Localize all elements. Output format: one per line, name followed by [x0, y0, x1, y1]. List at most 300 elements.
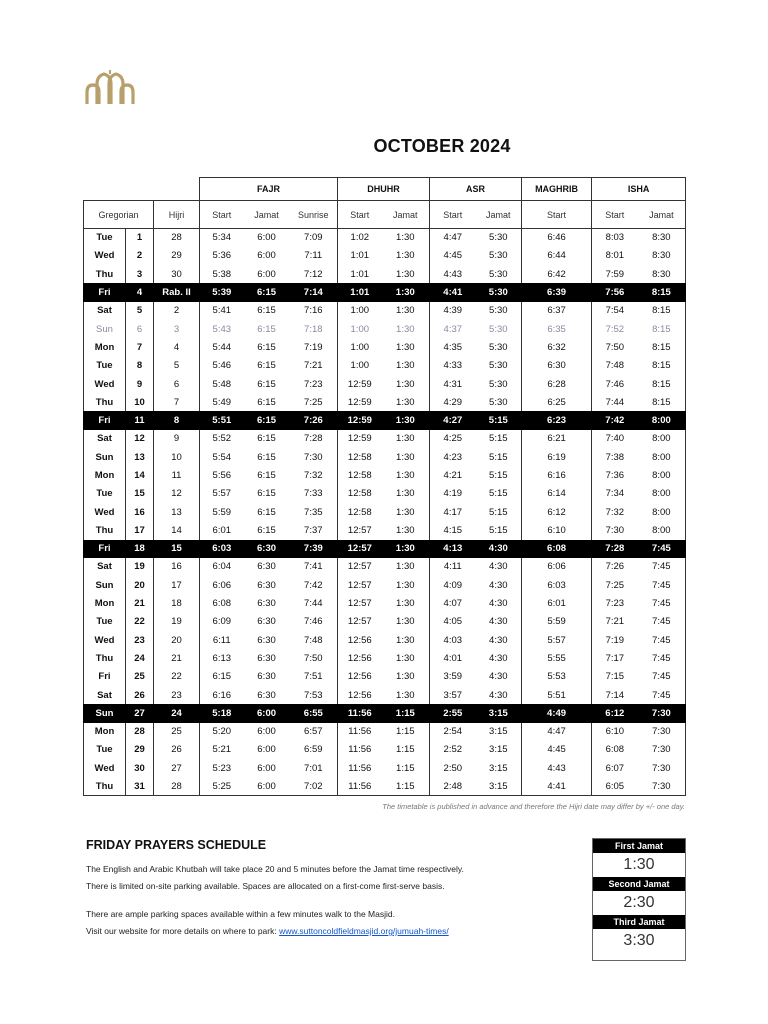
isha-jamat-cell: 8:00 — [638, 485, 686, 503]
fajr-jamat-cell: 6:15 — [257, 341, 276, 353]
isha-start-cell: 6:08 — [592, 741, 638, 759]
sunrise-cell: 7:12 — [304, 268, 323, 280]
asr-start-cell: 2:55 — [430, 704, 476, 722]
isha-jamat-cell: 8:15 — [638, 320, 686, 338]
table-row — [84, 448, 686, 466]
date-cell: 2 — [126, 247, 154, 265]
hijri-cell: 12 — [154, 485, 200, 503]
friday-jamat-times — [592, 838, 686, 961]
third-jamat-time: 3:30 — [623, 932, 655, 949]
dhuhr-start-cell: 12:56 — [338, 668, 382, 686]
asr-start-cell: 4:35 — [430, 338, 476, 356]
maghrib-cell: 5:59 — [522, 613, 592, 631]
dhuhr-jamat-cell: 1:15 — [382, 704, 430, 722]
fajr-jamat-cell: 6:15 — [257, 323, 276, 335]
table-row — [84, 357, 686, 375]
day-cell: Sun — [84, 320, 126, 338]
fajr-start-cell: 6:03 — [200, 540, 244, 558]
sunrise-cell: 7:26 — [290, 411, 338, 429]
dhuhr-start-cell: 1:00 — [338, 338, 382, 356]
maghrib-cell: 4:43 — [522, 759, 592, 777]
date-cell: 28 — [126, 723, 154, 741]
dhuhr-jamat-cell: 1:30 — [396, 250, 415, 262]
date-cell: 16 — [126, 503, 154, 521]
isha-jamat-cell: 7:45 — [638, 594, 686, 612]
maghrib-cell: 4:49 — [522, 704, 592, 722]
fajr-start-cell: 5:59 — [200, 503, 244, 521]
dhuhr-start-cell: 12:56 — [338, 631, 382, 649]
date-cell: 17 — [126, 521, 154, 539]
friday-schedule-title: FRIDAY PRAYERS SCHEDULE — [86, 838, 267, 852]
day-cell: Mon — [84, 594, 126, 612]
isha-jamat-cell: 8:00 — [638, 430, 686, 448]
fajr-jamat-cell: 6:15 — [257, 396, 276, 408]
fajr-jamat-cell: 6:30 — [257, 634, 276, 646]
dhuhr-start-cell: 1:00 — [338, 320, 382, 338]
table-row — [84, 229, 686, 247]
asr-jamat-cell: 5:30 — [489, 305, 508, 317]
maghrib-cell: 6:10 — [522, 521, 592, 539]
hijri-cell: 8 — [154, 411, 200, 429]
maghrib-cell: 6:30 — [522, 357, 592, 375]
maghrib-cell: 4:47 — [522, 723, 592, 741]
dhuhr-jamat-cell: 1:30 — [382, 411, 430, 429]
asr-start-cell: 4:21 — [430, 466, 476, 484]
dhuhr-start-cell: 12:56 — [338, 649, 382, 667]
day-cell: Tue — [84, 613, 126, 631]
table-row — [84, 594, 686, 612]
khutbah-info: The English and Arabic Khutbah will take place 20 and 5 minutes before the Jamat time respectively. — [86, 864, 464, 874]
asr-start-cell: 4:39 — [430, 302, 476, 320]
table-row — [84, 540, 686, 558]
sunrise-cell: 7:01 — [304, 762, 323, 774]
dhuhr-jamat-cell: 1:15 — [396, 744, 415, 756]
sunrise-cell: 7:33 — [304, 488, 323, 500]
date-cell: 10 — [126, 393, 154, 411]
asr-start-cell: 4:13 — [430, 540, 476, 558]
isha-start-cell: 7:40 — [592, 430, 638, 448]
sunrise-cell: 7:09 — [304, 232, 323, 244]
asr-jamat-cell: 5:15 — [489, 524, 508, 536]
sunrise-cell: 7:41 — [304, 561, 323, 573]
asr-jamat-cell: 5:30 — [489, 232, 508, 244]
dhuhr-start-cell: 12:57 — [338, 540, 382, 558]
date-cell: 25 — [126, 668, 154, 686]
hijri-cell: 30 — [154, 265, 200, 283]
fajr-jamat-cell: 6:30 — [257, 579, 276, 591]
table-row — [84, 375, 686, 393]
hijri-cell: 7 — [154, 393, 200, 411]
prayer-header-maghrib: MAGHRIB — [522, 178, 592, 201]
subheader-isha-start: Start — [592, 201, 638, 229]
dhuhr-start-cell: 12:57 — [338, 521, 382, 539]
hijri-cell: 19 — [154, 613, 200, 631]
maghrib-cell: 6:44 — [522, 247, 592, 265]
dhuhr-start-cell: 12:58 — [338, 448, 382, 466]
dhuhr-start-cell: 12:59 — [338, 375, 382, 393]
hijri-cell: 4 — [154, 338, 200, 356]
asr-jamat-cell: 5:15 — [489, 433, 508, 445]
table-row — [84, 338, 686, 356]
hijri-cell: 15 — [154, 540, 200, 558]
isha-start-cell: 8:03 — [592, 229, 638, 247]
isha-start-cell: 7:36 — [592, 466, 638, 484]
hijri-cell: 13 — [154, 503, 200, 521]
hijri-cell: 10 — [154, 448, 200, 466]
dhuhr-start-cell: 11:56 — [338, 741, 382, 759]
isha-jamat-cell: 8:30 — [638, 247, 686, 265]
prayer-header-asr: ASR — [430, 178, 522, 201]
isha-start-cell: 7:46 — [592, 375, 638, 393]
table-row — [84, 466, 686, 484]
hijri-cell: 3 — [154, 320, 200, 338]
isha-jamat-cell: 7:30 — [638, 777, 686, 795]
dhuhr-jamat-cell: 1:30 — [396, 305, 415, 317]
dhuhr-jamat-cell: 1:30 — [396, 232, 415, 244]
hijri-cell: 16 — [154, 558, 200, 576]
subheader-asr-jamat: Jamat — [476, 201, 522, 229]
fajr-start-cell: 5:20 — [200, 723, 244, 741]
subheader-hijri: Hijri — [154, 201, 200, 229]
asr-jamat-cell: 3:15 — [476, 704, 522, 722]
maghrib-cell: 4:41 — [522, 777, 592, 795]
asr-jamat-cell: 3:15 — [489, 744, 508, 756]
sunrise-cell: 7:25 — [304, 396, 323, 408]
isha-start-cell: 7:19 — [592, 631, 638, 649]
fajr-start-cell: 5:43 — [200, 320, 244, 338]
fajr-jamat-cell: 6:15 — [257, 360, 276, 372]
date-cell: 19 — [126, 558, 154, 576]
asr-start-cell: 3:57 — [430, 686, 476, 704]
maghrib-cell: 6:35 — [522, 320, 592, 338]
maghrib-cell: 5:53 — [522, 668, 592, 686]
sunrise-cell: 7:28 — [304, 433, 323, 445]
parking-info: There is limited on-site parking available. Spaces are allocated on a first-come first-serve basis. — [86, 881, 445, 891]
isha-jamat-cell: 8:00 — [638, 466, 686, 484]
day-cell: Sun — [84, 576, 126, 594]
jumuah-times-link[interactable]: www.suttoncoldfieldmasjid.org/jumuah-times/ — [279, 926, 449, 936]
dhuhr-start-cell: 12:57 — [338, 613, 382, 631]
date-cell: 21 — [126, 594, 154, 612]
asr-jamat-cell: 5:15 — [489, 451, 508, 463]
fajr-start-cell: 6:16 — [200, 686, 244, 704]
asr-start-cell: 4:09 — [430, 576, 476, 594]
isha-jamat-cell: 8:15 — [638, 393, 686, 411]
dhuhr-jamat-cell: 1:30 — [396, 524, 415, 536]
sunrise-cell: 7:50 — [304, 652, 323, 664]
day-cell: Tue — [84, 741, 126, 759]
date-cell: 26 — [126, 686, 154, 704]
fajr-start-cell: 5:23 — [200, 759, 244, 777]
fajr-jamat-cell: 6:30 — [257, 598, 276, 610]
asr-jamat-cell: 4:30 — [489, 616, 508, 628]
day-cell: Wed — [84, 503, 126, 521]
first-jamat-time: 1:30 — [623, 856, 655, 873]
day-cell: Sun — [84, 448, 126, 466]
isha-start-cell: 7:42 — [592, 411, 638, 429]
hijri-cell: 17 — [154, 576, 200, 594]
asr-jamat-cell: 5:15 — [489, 470, 508, 481]
date-cell: 24 — [126, 649, 154, 667]
day-cell: Wed — [84, 375, 126, 393]
sunrise-cell: 7:16 — [304, 305, 323, 317]
asr-jamat-cell: 4:30 — [489, 579, 508, 591]
fajr-jamat-cell: 6:15 — [257, 305, 276, 317]
day-cell: Sat — [84, 302, 126, 320]
day-cell: Wed — [84, 759, 126, 777]
asr-start-cell: 4:33 — [430, 357, 476, 375]
hijri-cell: 24 — [154, 704, 200, 722]
isha-start-cell: 7:34 — [592, 485, 638, 503]
fajr-start-cell: 5:36 — [200, 247, 244, 265]
date-cell: 29 — [126, 741, 154, 759]
fajr-start-cell: 6:13 — [200, 649, 244, 667]
sunrise-cell: 7:51 — [304, 671, 323, 683]
asr-start-cell: 4:27 — [430, 411, 476, 429]
date-cell: 6 — [126, 320, 154, 338]
prayer-timetable — [83, 177, 686, 796]
table-row — [84, 320, 686, 338]
asr-start-cell: 2:48 — [430, 777, 476, 795]
hijri-footnote: The timetable is published in advance and therefore the Hijri date may differ by +/- one day. — [382, 802, 685, 811]
asr-start-cell: 4:41 — [430, 283, 476, 301]
maghrib-cell: 6:12 — [522, 503, 592, 521]
subheader-sunrise: Sunrise — [290, 201, 338, 229]
fajr-jamat-cell: 6:30 — [257, 689, 276, 701]
dhuhr-start-cell: 12:58 — [338, 466, 382, 484]
isha-jamat-cell: 7:45 — [638, 668, 686, 686]
date-cell: 4 — [126, 283, 154, 301]
day-cell: Wed — [84, 247, 126, 265]
asr-jamat-cell: 4:30 — [489, 598, 508, 610]
asr-start-cell: 3:59 — [430, 668, 476, 686]
asr-start-cell: 4:31 — [430, 375, 476, 393]
hijri-cell: 18 — [154, 594, 200, 612]
isha-jamat-cell: 7:45 — [638, 686, 686, 704]
dhuhr-start-cell: 12:59 — [338, 430, 382, 448]
dhuhr-start-cell: 11:56 — [338, 723, 382, 741]
asr-jamat-cell: 5:30 — [489, 396, 508, 408]
table-row — [84, 411, 686, 429]
hijri-cell: 11 — [154, 466, 200, 484]
isha-jamat-cell: 7:45 — [638, 649, 686, 667]
subheader-gregorian: Gregorian — [84, 201, 154, 229]
fajr-jamat-cell: 6:15 — [257, 470, 276, 481]
fajr-start-cell: 6:08 — [200, 594, 244, 612]
dhuhr-start-cell: 12:57 — [338, 558, 382, 576]
day-cell: Mon — [84, 466, 126, 484]
subheader-fajr-jamat: Jamat — [244, 201, 290, 229]
fajr-start-cell: 6:09 — [200, 613, 244, 631]
isha-start-cell: 7:54 — [592, 302, 638, 320]
table-row — [84, 668, 686, 686]
maghrib-cell: 6:46 — [522, 229, 592, 247]
fajr-start-cell: 5:57 — [200, 485, 244, 503]
maghrib-cell: 6:14 — [522, 485, 592, 503]
fajr-jamat-cell: 6:00 — [244, 704, 290, 722]
dhuhr-jamat-cell: 1:30 — [396, 341, 415, 353]
hijri-cell: 6 — [154, 375, 200, 393]
fajr-jamat-cell: 6:15 — [257, 378, 276, 390]
asr-start-cell: 4:23 — [430, 448, 476, 466]
fajr-start-cell: 6:04 — [200, 558, 244, 576]
dhuhr-jamat-cell: 1:30 — [396, 323, 415, 335]
date-cell: 3 — [126, 265, 154, 283]
dhuhr-start-cell: 1:01 — [338, 283, 382, 301]
maghrib-cell: 5:57 — [522, 631, 592, 649]
sunrise-cell: 7:18 — [304, 323, 323, 335]
maghrib-cell: 6:23 — [522, 411, 592, 429]
asr-jamat-cell: 4:30 — [489, 634, 508, 646]
third-jamat-label: Third Jamat — [593, 915, 685, 929]
hijri-cell: 23 — [154, 686, 200, 704]
fajr-start-cell: 5:44 — [200, 338, 244, 356]
fajr-jamat-cell: 6:15 — [244, 283, 290, 301]
table-row — [84, 759, 686, 777]
isha-jamat-cell: 7:45 — [638, 540, 686, 558]
isha-jamat-cell: 8:00 — [638, 521, 686, 539]
dhuhr-start-cell: 11:56 — [338, 777, 382, 795]
mosque-logo-icon — [84, 70, 136, 106]
parking-website-info — [86, 926, 449, 936]
dhuhr-jamat-cell: 1:15 — [396, 762, 415, 774]
dhuhr-start-cell: 12:58 — [338, 485, 382, 503]
dhuhr-jamat-cell: 1:30 — [396, 598, 415, 610]
day-cell: Sat — [84, 430, 126, 448]
fajr-jamat-cell: 6:00 — [257, 250, 276, 262]
table-row — [84, 302, 686, 320]
dhuhr-start-cell: 11:56 — [338, 704, 382, 722]
sunrise-cell: 7:48 — [304, 634, 323, 646]
table-row — [84, 686, 686, 704]
sunrise-cell: 7:11 — [304, 250, 323, 262]
hijri-cell: 28 — [154, 229, 200, 247]
dhuhr-start-cell: 12:59 — [338, 411, 382, 429]
dhuhr-start-cell: 11:56 — [338, 759, 382, 777]
subheader-fajr-start: Start — [200, 201, 244, 229]
maghrib-cell: 6:37 — [522, 302, 592, 320]
hijri-cell: 5 — [154, 357, 200, 375]
table-row — [84, 704, 686, 722]
asr-start-cell: 4:11 — [430, 558, 476, 576]
fajr-start-cell: 5:46 — [200, 357, 244, 375]
table-row — [84, 576, 686, 594]
maghrib-cell: 6:25 — [522, 393, 592, 411]
fajr-jamat-cell: 6:00 — [257, 232, 276, 244]
isha-start-cell: 7:52 — [592, 320, 638, 338]
table-row — [84, 631, 686, 649]
asr-start-cell: 2:54 — [430, 723, 476, 741]
fajr-start-cell: 6:15 — [200, 668, 244, 686]
asr-jamat-cell: 5:15 — [489, 488, 508, 500]
date-cell: 14 — [126, 466, 154, 484]
asr-jamat-cell: 4:30 — [489, 561, 508, 573]
fajr-jamat-cell: 6:15 — [257, 488, 276, 500]
asr-start-cell: 4:29 — [430, 393, 476, 411]
isha-start-cell: 7:59 — [592, 265, 638, 283]
sunrise-cell: 7:35 — [304, 506, 323, 518]
sunrise-cell: 7:42 — [304, 579, 323, 591]
fajr-start-cell: 5:54 — [200, 448, 244, 466]
asr-start-cell: 4:03 — [430, 631, 476, 649]
asr-jamat-cell: 5:30 — [489, 341, 508, 353]
isha-jamat-cell: 8:15 — [638, 375, 686, 393]
asr-jamat-cell: 5:30 — [489, 360, 508, 372]
isha-jamat-cell: 8:15 — [638, 302, 686, 320]
fajr-start-cell: 6:06 — [200, 576, 244, 594]
asr-start-cell: 4:17 — [430, 503, 476, 521]
dhuhr-jamat-cell: 1:30 — [396, 451, 415, 463]
blank-header — [84, 178, 200, 201]
dhuhr-start-cell: 1:00 — [338, 357, 382, 375]
day-cell: Sat — [84, 558, 126, 576]
date-cell: 15 — [126, 485, 154, 503]
date-cell: 20 — [126, 576, 154, 594]
isha-start-cell: 7:28 — [592, 540, 638, 558]
sunrise-cell: 7:44 — [304, 598, 323, 610]
asr-jamat-cell: 4:30 — [489, 652, 508, 664]
maghrib-cell: 6:03 — [522, 576, 592, 594]
isha-jamat-cell: 7:30 — [638, 741, 686, 759]
table-row — [84, 723, 686, 741]
fajr-start-cell: 6:01 — [200, 521, 244, 539]
day-cell: Tue — [84, 485, 126, 503]
day-cell: Mon — [84, 338, 126, 356]
fajr-jamat-cell: 6:15 — [257, 524, 276, 536]
isha-jamat-cell: 8:30 — [638, 265, 686, 283]
dhuhr-jamat-cell: 1:30 — [396, 652, 415, 664]
isha-start-cell: 7:23 — [592, 594, 638, 612]
fajr-start-cell: 5:38 — [200, 265, 244, 283]
sunrise-cell: 7:14 — [290, 283, 338, 301]
day-cell: Sat — [84, 686, 126, 704]
dhuhr-jamat-cell: 1:30 — [382, 283, 430, 301]
asr-jamat-cell: 5:30 — [489, 250, 508, 262]
fajr-start-cell: 5:48 — [200, 375, 244, 393]
asr-jamat-cell: 3:15 — [489, 726, 508, 738]
hijri-cell: 9 — [154, 430, 200, 448]
isha-jamat-cell: 8:15 — [638, 357, 686, 375]
dhuhr-start-cell: 1:01 — [338, 265, 382, 283]
table-row — [84, 613, 686, 631]
fajr-jamat-cell: 6:15 — [257, 451, 276, 463]
first-jamat-label: First Jamat — [593, 839, 685, 853]
asr-jamat-cell: 5:30 — [489, 378, 508, 390]
asr-jamat-cell: 4:30 — [489, 689, 508, 701]
date-cell: 23 — [126, 631, 154, 649]
day-cell: Thu — [84, 265, 126, 283]
day-cell: Fri — [84, 283, 126, 301]
hijri-cell: 21 — [154, 649, 200, 667]
asr-start-cell: 4:01 — [430, 649, 476, 667]
asr-start-cell: 2:52 — [430, 741, 476, 759]
asr-start-cell: 4:15 — [430, 521, 476, 539]
table-row — [84, 521, 686, 539]
isha-start-cell: 7:44 — [592, 393, 638, 411]
website-prefix: Visit our website for more details on where to park: — [86, 926, 280, 936]
isha-jamat-cell: 7:45 — [638, 613, 686, 631]
isha-start-cell: 7:32 — [592, 503, 638, 521]
day-cell: Thu — [84, 521, 126, 539]
day-cell: Thu — [84, 649, 126, 667]
hijri-cell: 20 — [154, 631, 200, 649]
dhuhr-start-cell: 1:01 — [338, 247, 382, 265]
dhuhr-jamat-cell: 1:30 — [396, 634, 415, 646]
asr-jamat-cell: 4:30 — [476, 540, 522, 558]
table-row — [84, 247, 686, 265]
table-row — [84, 485, 686, 503]
fajr-jamat-cell: 6:00 — [257, 726, 276, 738]
